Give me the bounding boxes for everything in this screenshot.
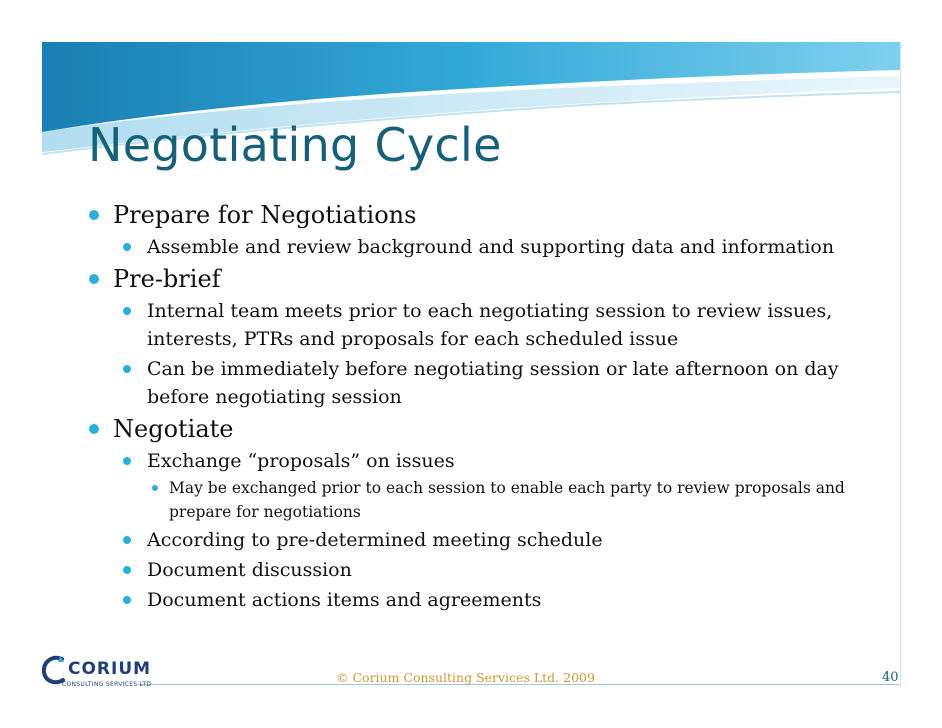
bullet-document-discussion: Document discussion [123,556,889,584]
bullet-exchange-detail: May be exchanged prior to each session to enable each party to review proposals and prepare for negotiations [149,476,889,524]
page-number: 40 [882,670,899,685]
bullet-document-actions: Document actions items and agreements [123,586,889,614]
slide [42,42,901,687]
bullet-internal-team: Internal team meets prior to each negotiating session to review issues, interests, PTRs and proposals for each scheduled issue [123,297,889,353]
slide-body [89,197,889,614]
bullet-negotiate: Negotiate [89,413,889,445]
bullet-exchange-proposals: Exchange “proposals” on issues [123,447,889,475]
bullet-pre-brief: Pre-brief [89,263,889,295]
corium-logo [40,653,150,693]
footer-copyright: © Corium Consulting Services Ltd. 2009 [336,670,595,685]
bullet-prepare: Prepare for Negotiations [89,199,889,231]
bullet-list [89,199,889,614]
logo-wordmark: CORIUM [68,659,152,679]
bullet-timing: Can be immediately before negotiating session or late afternoon on day before negotiating session [123,355,889,411]
slide-title: Negotiating Cycle [88,118,502,172]
logo-tagline: CONSULTING SERVICES LTD [62,681,152,688]
bullet-schedule: According to pre-determined meeting schedule [123,526,889,554]
bullet-assemble: Assemble and review background and supporting data and information [123,233,889,261]
